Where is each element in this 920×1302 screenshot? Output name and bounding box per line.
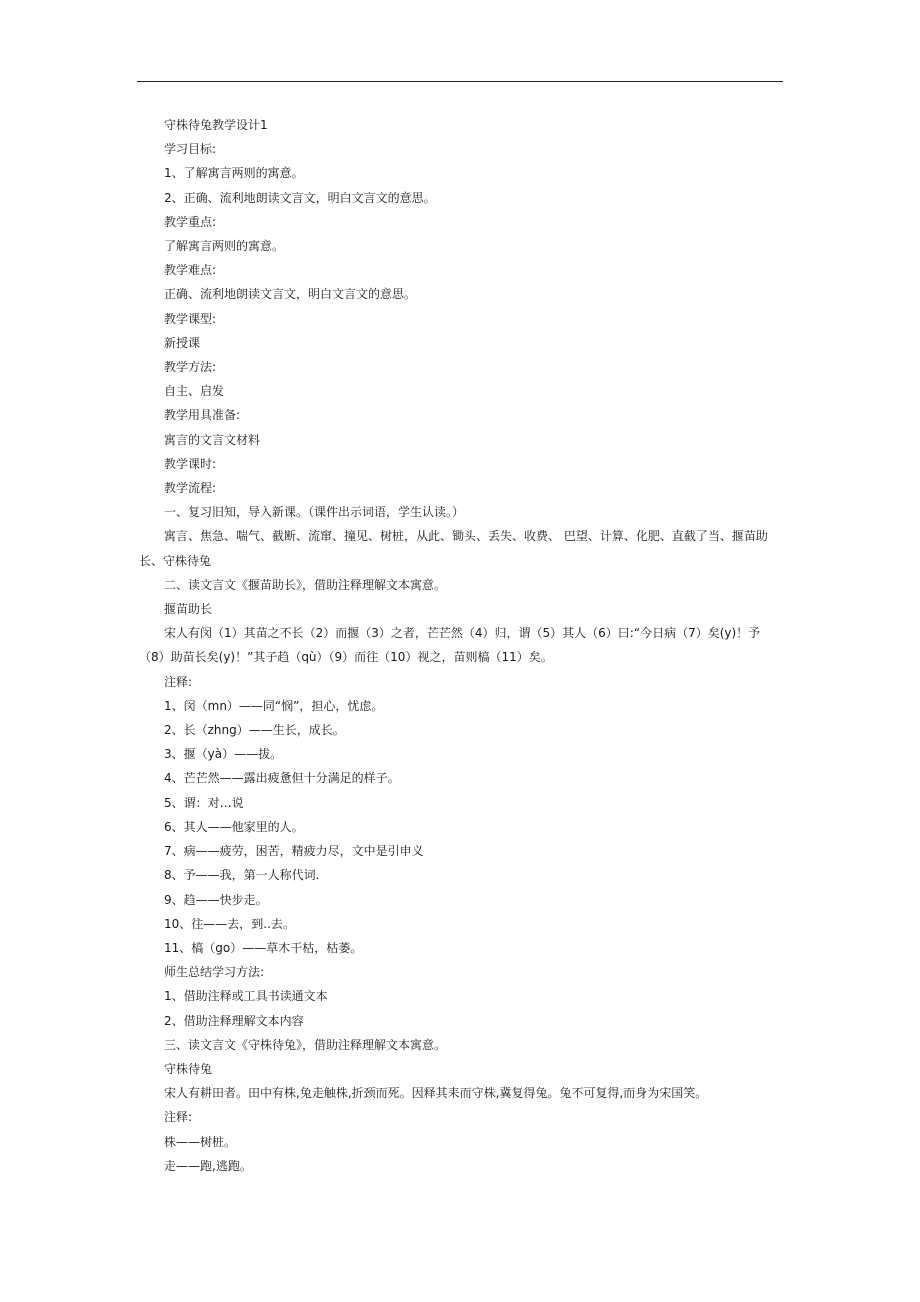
step-heading: 一、复习旧知，导入新课。（课件出示词语，学生认读。） [164, 505, 465, 520]
annotation-item: 11、槁（go）——草木干枯，枯萎。 [164, 940, 363, 955]
list-item: 2、正确、流利地朗读文言文，明白文言文的意思。 [164, 190, 436, 205]
annotation-item: 7、病——疲劳，困苦，精疲力尽，文中是引申义 [164, 844, 424, 859]
annotation-item: 6、其人——他家里的人。 [164, 819, 304, 834]
step-heading: 二、读文言文《揠苗助长》，借助注释理解文本寓意。 [164, 577, 447, 592]
annotation-item: 2、长（zhng）——生长，成长。 [164, 723, 345, 738]
annotation-item: 5、谓：对…说 [164, 795, 244, 810]
list-item: 2、借助注释理解文本内容 [164, 1013, 304, 1028]
step-heading: 三、读文言文《守株待兔》，借助注释理解文本寓意。 [164, 1037, 447, 1052]
annotation-item: 9、趋——快步走。 [164, 892, 268, 907]
section-heading: 教学方法: [164, 360, 217, 375]
section-heading: 教学难点: [164, 263, 217, 278]
passage-title: 守株待兔 [164, 1061, 213, 1076]
section-heading: 师生总结学习方法: [164, 965, 265, 980]
body-text: 寓言的文言文材料 [164, 432, 261, 447]
annotation-item: 10、往——去，到..去。 [164, 916, 295, 931]
passage-text: 宋人有闵（1）其苗之不长（2）而揠（3）之者，芒芒然（4）归，谓（5）其人（6）曰:“今日病（7）矣(y)！予（8）助苗长矣(y)！”其子趋（qù）（9）而往（10）视之，苗则槁（11）矣。 [139, 626, 761, 665]
annotation-item: 8、予——我，第一人称代词. [164, 868, 320, 883]
doc-title: 守株待兔教学设计1 [164, 118, 268, 132]
list-item: 1、了解寓言两则的寓意。 [164, 166, 304, 181]
passage-title: 揠苗助长 [164, 602, 213, 617]
vocabulary-paragraph: 寓言、焦急、喘气、截断、流窜、撞见、树桩，从此、锄头、丢失、收费、 巴望、计算、化肥、直截了当、揠苗助长、守株待兔 [139, 529, 768, 568]
annotation-item: 株——树桩。 [164, 1134, 237, 1149]
section-heading: 教学用具准备: [164, 408, 241, 423]
section-heading: 教学课型: [164, 311, 217, 326]
section-heading: 注释: [164, 1110, 193, 1125]
body-text: 新授课 [164, 335, 201, 350]
body-text: 了解寓言两则的寓意。 [164, 239, 285, 254]
annotation-item: 1、闵（mn）——同“悯”，担心，忧虑。 [164, 698, 384, 713]
section-heading: 教学课时: [164, 456, 217, 471]
list-item: 1、借助注释或工具书读通文本 [164, 989, 328, 1004]
section-heading: 注释: [164, 674, 193, 689]
document-body [139, 113, 784, 1178]
annotation-item: 3、揠（yà）——拔。 [164, 747, 283, 762]
annotation-item: 走——跑,逃跑。 [164, 1158, 252, 1173]
section-heading: 教学重点: [164, 214, 217, 229]
passage-text: 宋人有耕田者。田中有株,兔走触株,折颈而死。因释其耒而守株,冀复得兔。兔不可复得,而身为宋国笑。 [164, 1086, 708, 1101]
annotation-item: 4、芒芒然——露出疲惫但十分满足的样子。 [164, 771, 400, 786]
section-heading: 教学流程: [164, 481, 217, 496]
body-text: 自主、启发 [164, 384, 225, 399]
section-heading: 学习目标: [164, 142, 217, 157]
body-text: 正确、流利地朗读文言文，明白文言文的意思。 [164, 287, 417, 302]
header-rule [137, 81, 783, 82]
